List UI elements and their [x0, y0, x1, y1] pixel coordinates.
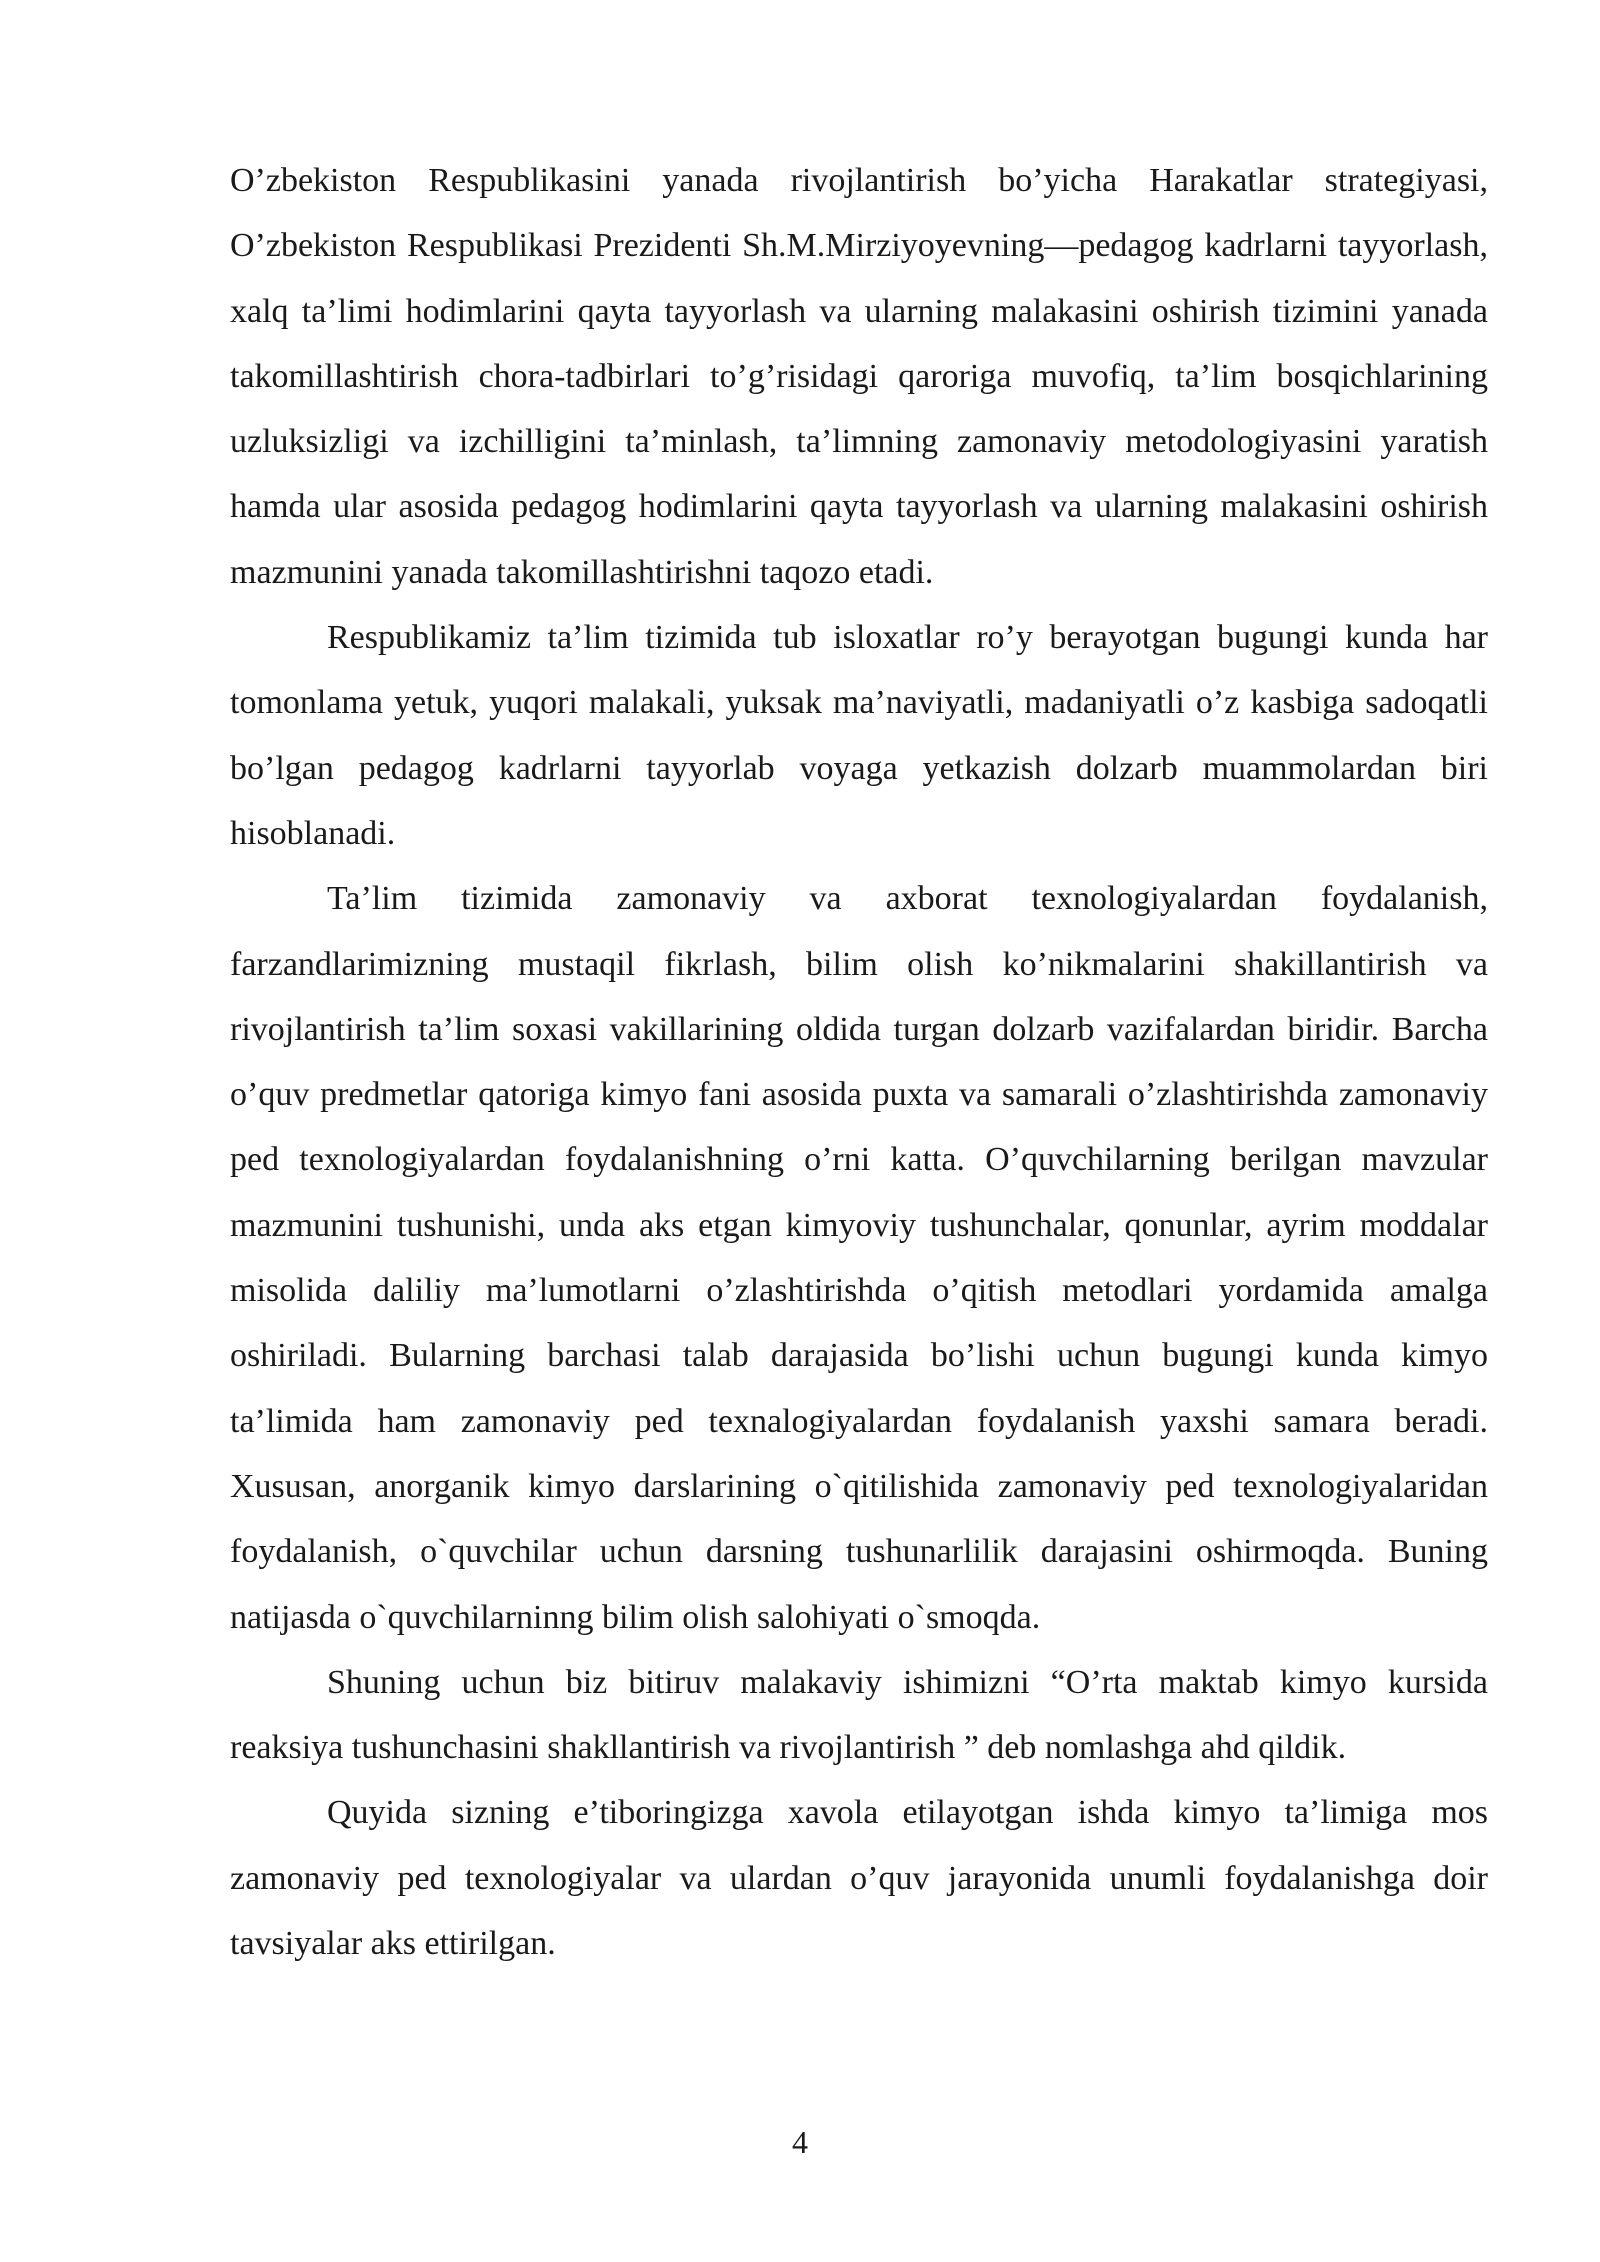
paragraph-thesis-title: Shuning uchun biz bitiruv malakaviy ishimizni “O’rta maktab kimyo kursida reaksiya tushunchasini shakllantirish va rivojlantirish ” deb nomlashga ahd qildik.: [230, 1663, 1488, 1767]
page-number: 4: [792, 2124, 808, 2160]
paragraph-strategy: O’zbekiston Respublikasini yanada rivojlantirish bo’yicha Harakatlar strategiyasi, O’zbekiston Respublikasi Prezidenti Sh.M.Mirziyoyevning—pedagog kadrlarni tayyorlash, xalq ta’limi hodimlarini qayta tayyorlash va ularning malakasini oshirish tizimini yanada takomillashtirish chora-tadbirlari to’g’risidagi qaroriga muvofiq, ta’lim bosqichlarining uzluksizligi va izchilligini ta’minlash, ta’limning zamonaviy metodologiyasini yaratish hamda ular asosida pedagog hodimlarini qayta tayyorlash va ularning malakasini oshirish mazmunini yanada takomillashtirishni taqozo etadi.: [230, 162, 1488, 591]
paragraph-recommendations: Quyida sizning e’tiboringizga xavola etilayotgan ishda kimyo ta’limiga mos zamonaviy ped texnologiyalar va ulardan o’quv jarayonida unumli foydalanishga doir tavsiyalar aks ettirilgan.: [230, 1794, 1488, 1963]
paragraph-modern-technologies: Ta’lim tizimida zamonaviy va axborat texnologiyalardan foydalanish, farzandlarimizning mustaqil fikrlash, bilim olish ko’nikmalarini shakillantirish va rivojlantirish ta’lim soxasi vakillarining oldida turgan dolzarb vazifalardan biridir. Barcha o’quv predmetlar qatoriga kimyo fani asosida puxta va samarali o’zlashtirishda zamonaviy ped texnologiyalardan foydalanishning o’rni katta. O’quvchilarning berilgan mavzular mazmunini tushunishi, unda aks etgan kimyoviy tushunchalar, qonunlar, ayrim moddalar misolida daliliy ma’lumotlarni o’zlashtirishda o’qitish metodlari yordamida amalga oshiriladi. Bularning barchasi talab darajasida bo’lishi uchun bugungi kunda kimyo ta’limida ham zamonaviy ped texnalogiyalardan foydalanish yaxshi samara beradi. Xususan, anorganik kimyo darslarining o`qitilishida zamonaviy ped texnologiyalaridan foydalanish, o`quvchilar uchun darsning tushunarlilik darajasini oshirmoqda. Buning natijasda o`quvchilarninng bilim olish salohiyati o`smoqda.: [230, 880, 1488, 1636]
document-page: [230, 148, 1488, 1976]
paragraph-education-reform: Respublikamiz ta’lim tizimida tub isloxatlar ro’y berayotgan bugungi kunda har tomonlama yetuk, yuqori malakali, yuksak ma’naviyatli, madaniyatli o’z kasbiga sadoqatli bo’lgan pedagog kadrlarni tayyorlab voyaga yetkazish dolzarb muammolardan biri hisoblanadi.: [230, 619, 1488, 852]
